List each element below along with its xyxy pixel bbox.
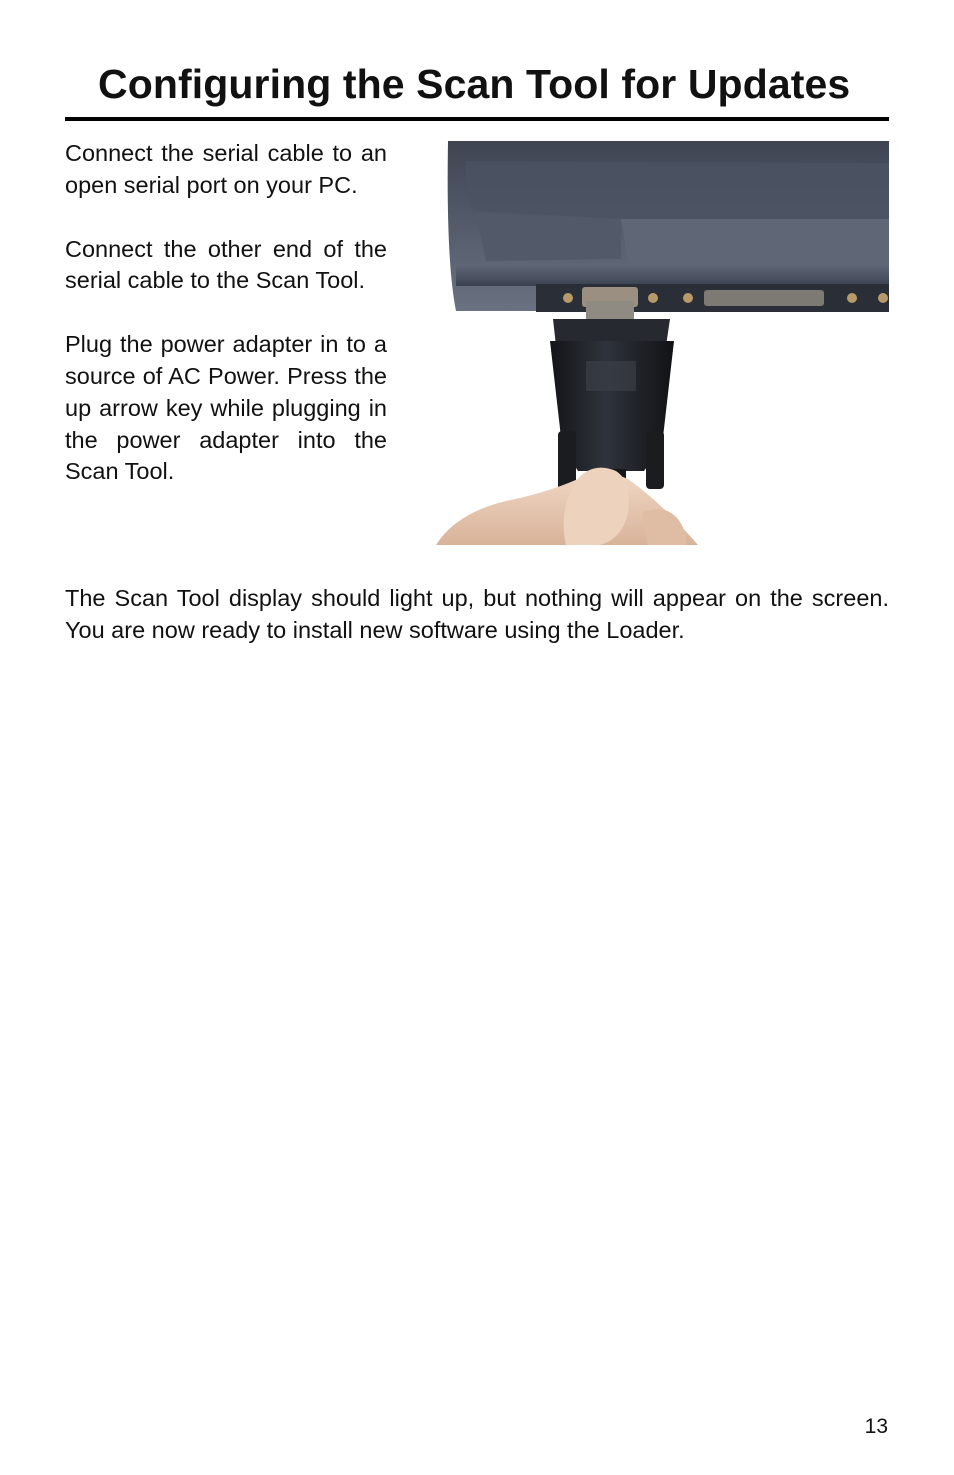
closing-paragraph: The Scan Tool display should light up, but nothing will appear on the screen. You are now ready to install new software using the Loader. (65, 585, 889, 643)
step-connect-scan-tool: Connect the other end of the serial cable to the Scan Tool. (65, 235, 387, 294)
page-title: Configuring the Scan Tool for Updates (98, 61, 851, 107)
title-divider (65, 117, 889, 121)
serial-cable-illustration (416, 141, 889, 545)
parallel-port-connector (704, 290, 824, 306)
step-power-adapter: Plug the power adapter in to a source of AC Power. Press the up arrow key while plugging in the power adapter into the Scan Tool. (65, 331, 387, 485)
step-connect-pc: Connect the serial cable to an open serial port on your PC. (65, 140, 387, 198)
page-number: 13 (864, 1415, 888, 1438)
instruction-steps (65, 138, 387, 520)
serial-cable-photo (416, 141, 889, 545)
right-thumbscrew (646, 431, 664, 489)
